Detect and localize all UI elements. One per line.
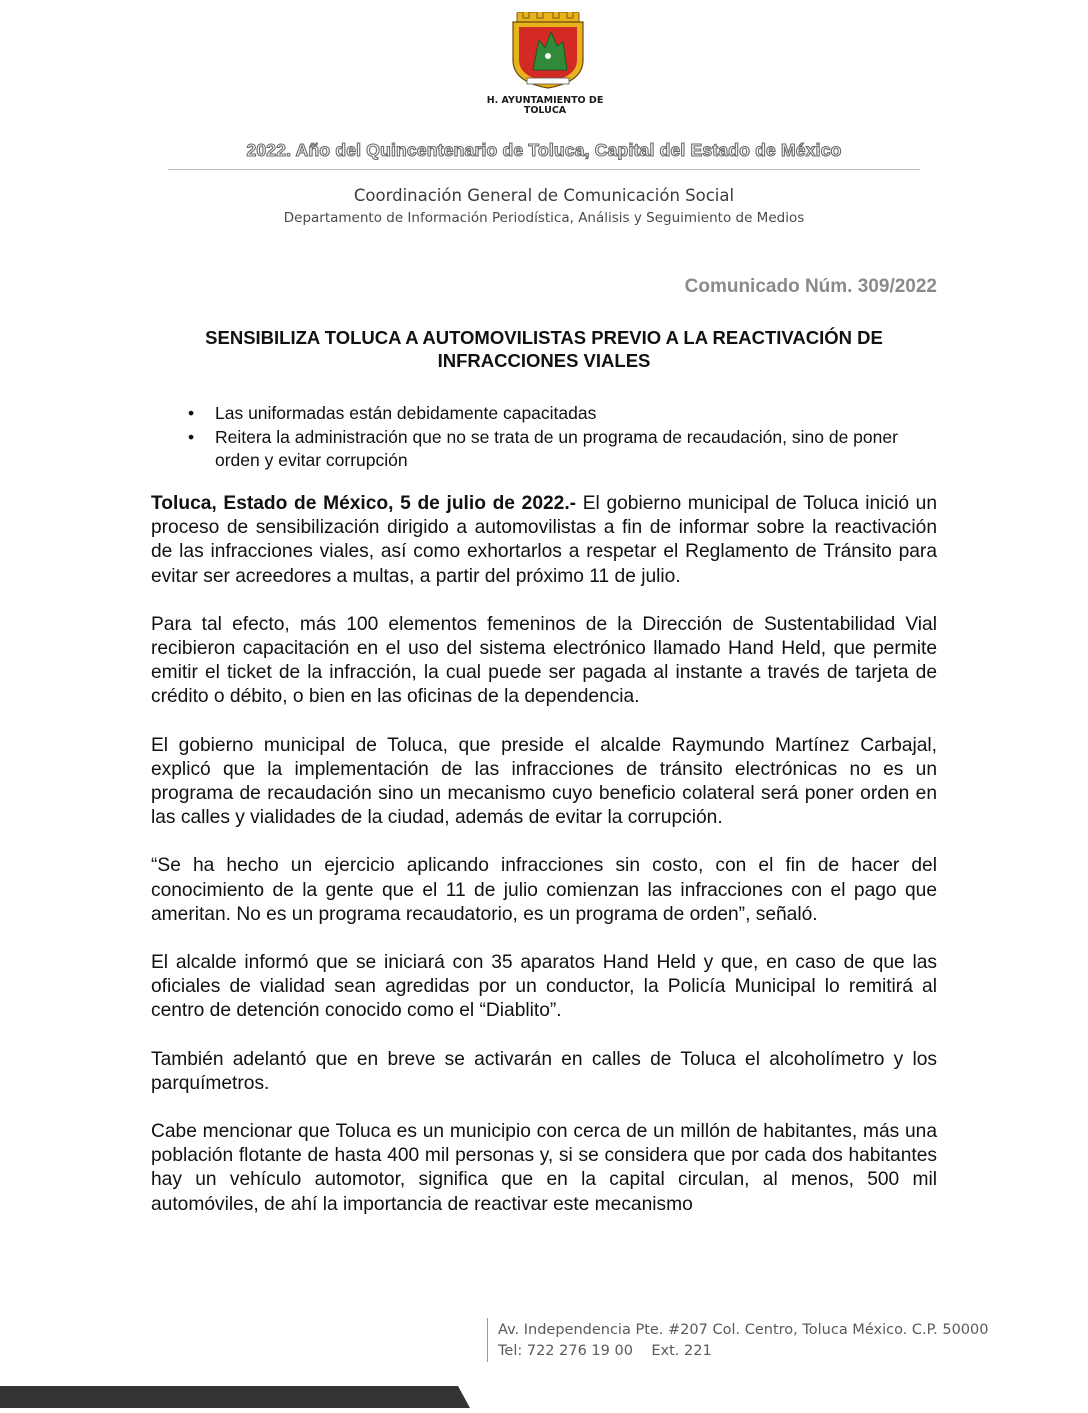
dateline: Toluca, Estado de México, 5 de julio de 2022.-	[151, 493, 577, 514]
lead-text: El gobierno municipal de Toluca inició un proceso de sensibilización dirigido a automovilistas a fin de informar sobre la reactivación de las infracciones viales, así como exhortarlos a respetar el Reglamento de Tránsito para evitar ser acreedores a multas, a partir del próximo 11 de julio.	[151, 493, 937, 587]
toluca-coat-of-arms-icon	[503, 12, 593, 90]
coordination-title: Coordinación General de Comunicación Social	[353, 186, 735, 205]
footer-contact	[498, 1320, 988, 1362]
logo-caption: H. AYUNTAMIENTO DE TOLUCA	[486, 95, 604, 116]
article-body	[151, 492, 937, 1241]
summary-bullets	[188, 402, 938, 473]
footer-divider	[487, 1318, 488, 1362]
footer-address: Av. Independencia Pte. #207 Col. Centro, Toluca México. C.P. 50000	[498, 1322, 989, 1338]
bullet-item: • Las uniformadas están debidamente capacitadas	[188, 402, 938, 425]
header-divider	[168, 169, 920, 170]
paragraph-lead	[151, 492, 937, 589]
paragraph: El gobierno municipal de Toluca, que preside el alcalde Raymundo Martínez Carbajal, explicó que la implementación de las infracciones de tránsito electrónicas no es un programa de recaudación sino un mecanismo cuyo beneficio colateral será poner orden en las calles y vialidades de la ciudad, además de evitar la corrupción.	[151, 734, 937, 829]
paragraph: Cabe mencionar que Toluca es un municipio con cerca de un millón de habitantes, más una población flotante de hasta 400 mil personas y, si se considera que por cada dos habitantes hay un vehículo automotor, significa que en la capital circulan, al menos, 500 mil automóviles, de ahí la importancia de reactivar este mecanismo	[151, 1121, 937, 1215]
paragraph: “Se ha hecho un ejercicio aplicando infracciones sin costo, con el fin de hacer del conocimiento de la gente que el 11 de julio comienzan las infracciones con el pago que ameritan. No es un programa recaudatorio, es un programa de orden”, señaló.	[151, 855, 937, 925]
year-banner: 2022. Año del Quincentenario de Toluca, Capital del Estado de México	[246, 140, 842, 160]
paragraph: El alcalde informó que se iniciará con 35 aparatos Hand Held y que, en caso de que las oficiales de vialidad sean agredidas por un conductor, la Policía Municipal lo remitirá al centro de detención conocido como el “Diablito”.	[151, 952, 937, 1022]
footer-bar	[0, 1386, 470, 1408]
paragraph: Para tal efecto, más 100 elementos femeninos de la Dirección de Sustentabilidad Vial recibieron capacitación en el uso del sistema electrónico llamado Hand Held, que permite emitir el ticket de la infracción, la cual puede ser pagada al instante a través de tarjeta de crédito o débito, o bien en las oficinas de la dependencia.	[151, 613, 937, 708]
department-subtitle: Departamento de Información Periodística, Análisis y Seguimiento de Medios	[283, 210, 805, 226]
paragraph: También adelantó que en breve se activarán en calles de Toluca el alcoholímetro y los parquímetros.	[151, 1048, 937, 1094]
release-number: Comunicado Núm. 309/2022	[684, 276, 937, 297]
bullet-item: • Reitera la administración que no se trata de un programa de recaudación, sino de poner orden y evitar corrupción	[188, 426, 938, 472]
headline: SENSIBILIZA TOLUCA A AUTOMOVILISTAS PREVIO A LA REACTIVACIÓN DE INFRACCIONES VIALES	[205, 327, 883, 371]
footer-phone: Tel: 722 276 19 00 Ext. 221	[498, 1343, 712, 1359]
